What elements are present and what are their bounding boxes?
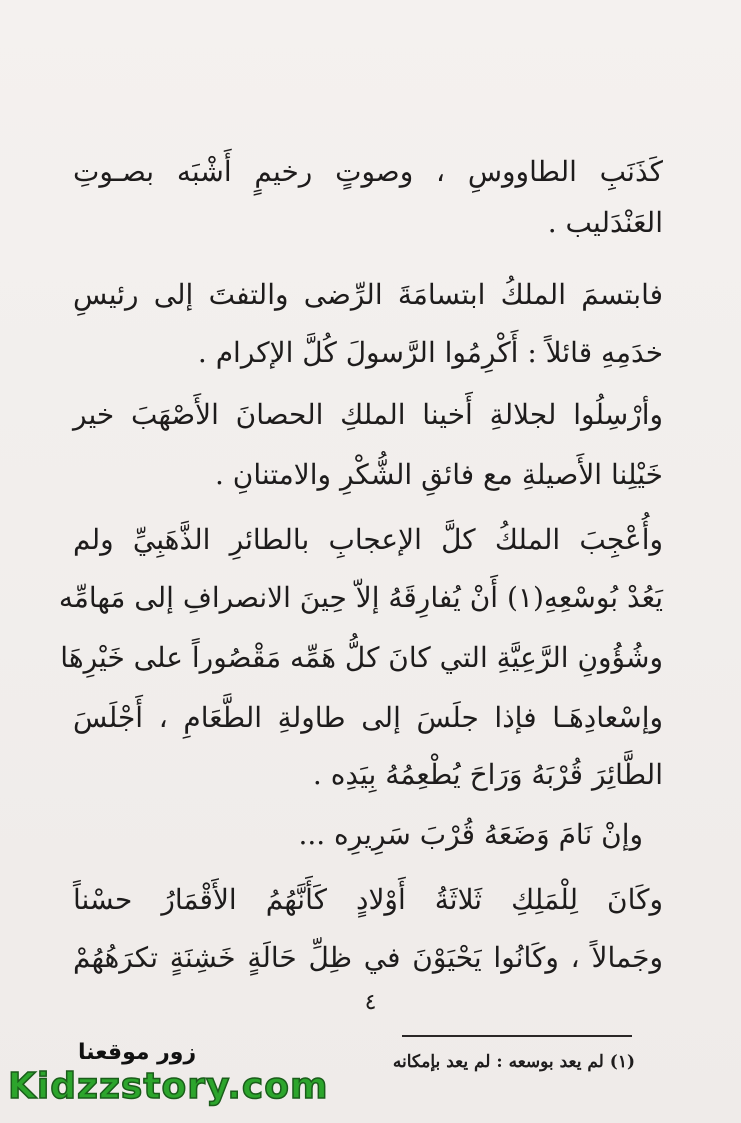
footnote-divider — [402, 1035, 632, 1037]
text-line: وأرْسِلُوا لجلالةِ أَخينا الملكِ الحصانَ الأَصْهَبَ خير — [73, 398, 663, 431]
text-line: وإنْ نَامَ وَضَعَهُ قُرْبَ سَرِيرِه ... — [298, 818, 643, 851]
text-line: وكَانَ لِلْمَلِكِ ثَلاثَةُ أَوْلادٍ كَأَنَّهُمُ الأَقْمَارُ حسْناً — [73, 883, 663, 916]
text-line: وأُعْجِبَ الملكُ كلَّ الإعجابِ بالطائرِ الذَّهَبِيِّ ولم — [73, 523, 663, 556]
watermark-arabic-text: زور موقعنا — [78, 1040, 197, 1065]
text-line: وشُؤُونِ الرَّعِيَّةِ التي كانَ كلُّ هَمِّه مَقْصُوراً على خَيْرِهَا — [60, 641, 663, 674]
text-line: يَعُدْ بُوسْعِهِ(١) أَنْ يُفارِقَهُ إلاّ حِينَ الانصرافِ إلى مَهامِّه — [58, 581, 663, 614]
text-line: العَنْدَليب . — [547, 206, 663, 239]
text-line: كَذَنَبِ الطاووسِ ، وصوتٍ رخيمٍ أَشْبَه بصـوتِ — [73, 155, 663, 188]
text-line: خَيْلِنا الأَصيلةِ مع فائقِ الشُّكْرِ والامتنانِ . — [215, 458, 663, 491]
site-watermark — [8, 1040, 329, 1120]
text-line: وإسْعادِهَـا فإذا جلَسَ إلى طاولةِ الطَّعَامِ ، أَجْلَسَ — [73, 701, 663, 734]
text-line: وجَمالاً ، وكَانُوا يَحْيَوْنَ في ظِلِّ حَالَةٍ خَشِنَةٍ تكرَهُهُمْ — [73, 941, 663, 974]
text-line: فابتسمَ الملكُ ابتسامَةَ الرِّضى والتفتَ إلى رئيسِ — [73, 278, 663, 311]
footnote: (١) لم يعد بوسعه : لم يعد بإمكانه — [392, 1052, 635, 1072]
page-number: ٤ — [364, 990, 377, 1015]
text-line: الطَّائِرَ قُرْبَهُ وَرَاحَ يُطْعِمُهُ بِيَدِه . — [312, 758, 663, 791]
text-line: خدَمِهِ قائلاً : أَكْرِمُوا الرَّسولَ كُلَّ الإكرام . — [197, 336, 663, 369]
watermark-site-name: Kidzzstory.com — [8, 1066, 329, 1107]
